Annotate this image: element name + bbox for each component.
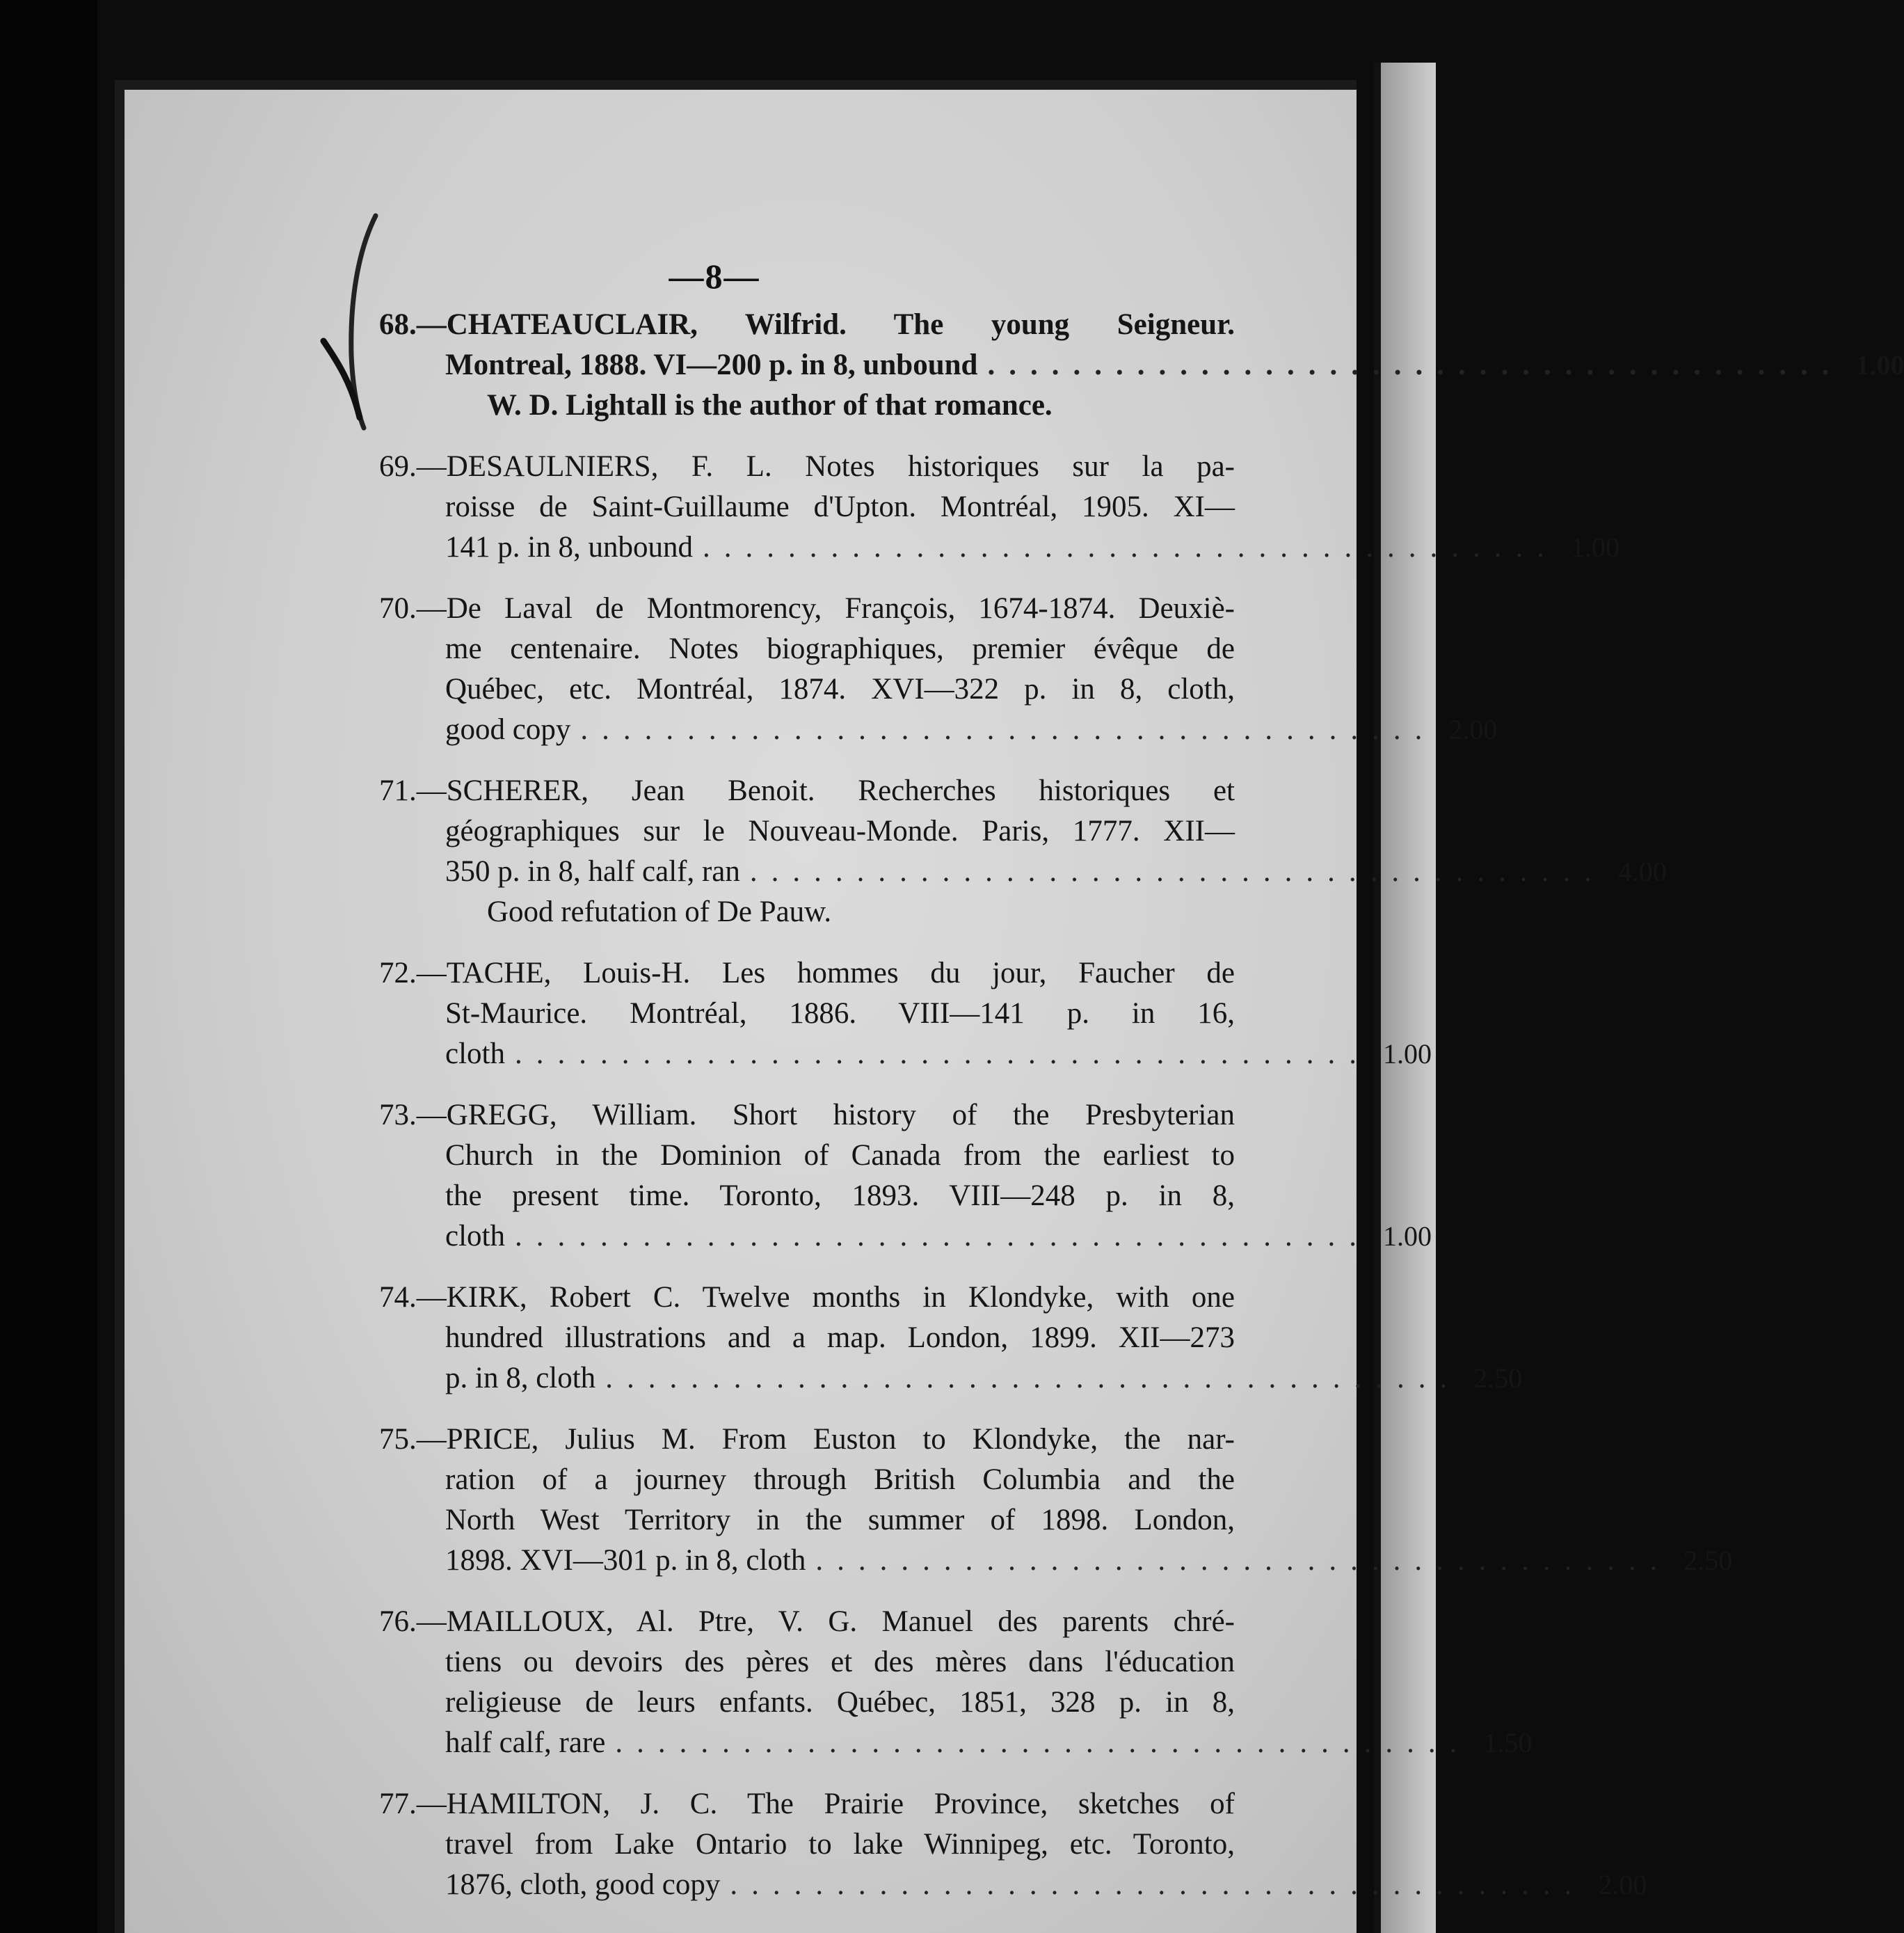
entry-text-line: ration of a journey through British Columbia and the bbox=[445, 1463, 1235, 1496]
entry-text-line: Québec, etc. Montréal, 1874. XVI—322 p. in 8, cloth, bbox=[445, 673, 1235, 706]
leader-dots: ........................................ bbox=[730, 1868, 1586, 1901]
catalogue-entries bbox=[379, 305, 1904, 1926]
entry-note: Good refutation of De Pauw. bbox=[487, 896, 832, 928]
page-number: —8— bbox=[669, 257, 760, 296]
entry-note: W. D. Lightall is the author of that romance. bbox=[487, 389, 1053, 422]
entry-price: 2.50 bbox=[1473, 1362, 1523, 1394]
catalogue-entry bbox=[379, 771, 1667, 932]
entry-price: 1.00 bbox=[1382, 1038, 1432, 1069]
entry-text-line: tiens ou devoirs des pères et des mères dans l'éducation bbox=[445, 1646, 1235, 1678]
entry-heading-line: 72.—TACHE, Louis-H. Les hommes du jour, Faucher de bbox=[379, 957, 1235, 989]
entry-heading-line: 77.—HAMILTON, J. C. The Prairie Province, sketches of bbox=[379, 1788, 1235, 1820]
catalogue-entry bbox=[379, 1278, 1523, 1399]
catalogue-entry bbox=[379, 953, 1432, 1074]
entry-price: 1.50 bbox=[1483, 1727, 1533, 1758]
entry-text-line: religieuse de leurs enfants. Québec, 1851, 328 p. in 8, bbox=[445, 1686, 1235, 1719]
entry-heading-line: 71.—SCHERER, Jean Benoit. Recherches historiques et bbox=[379, 774, 1235, 807]
entry-price: 2.00 bbox=[1598, 1869, 1647, 1900]
leader-dots: ........................................ bbox=[987, 349, 1843, 381]
entry-price-line bbox=[445, 852, 1667, 892]
entry-text-line: St-Maurice. Montréal, 1886. VIII—141 p. in 16, bbox=[445, 997, 1235, 1030]
entry-price-line bbox=[445, 1723, 1533, 1763]
entry-heading-line: 73.—GREGG, William. Short history of the Presbyterian bbox=[379, 1099, 1235, 1131]
entry-heading-line: 69.—DESAULNIERS, F. L. Notes historiques sur la pa- bbox=[379, 450, 1235, 483]
entry-final-text: 141 p. in 8, unbound bbox=[445, 531, 693, 564]
entry-final-text: 1898. XVI—301 p. in 8, cloth bbox=[445, 1544, 806, 1577]
entry-text-line: roisse de Saint-Guillaume d'Upton. Montréal, 1905. XI— bbox=[445, 491, 1235, 523]
entry-price-line bbox=[445, 1541, 1733, 1581]
leader-dots: ........................................ bbox=[580, 713, 1437, 746]
catalogue-entry bbox=[379, 1784, 1647, 1905]
entry-price-line bbox=[445, 1034, 1432, 1074]
entry-heading-line: 74.—KIRK, Robert C. Twelve months in Klondyke, with one bbox=[379, 1281, 1235, 1314]
entry-price-line bbox=[445, 1358, 1523, 1399]
entry-heading-line: 76.—MAILLOUX, Al. Ptre, V. G. Manuel des parents chré- bbox=[379, 1605, 1235, 1638]
entry-heading-line: 70.—De Laval de Montmorency, François, 1674-1874. Deuxiè- bbox=[379, 592, 1235, 625]
entry-final-text: p. in 8, cloth bbox=[445, 1362, 596, 1394]
entry-price: 2.50 bbox=[1683, 1545, 1733, 1576]
adjacent-page-edge bbox=[1374, 63, 1436, 1933]
leader-dots: ........................................ bbox=[615, 1726, 1471, 1759]
entry-price-line bbox=[445, 345, 1904, 385]
catalogue-entry bbox=[379, 1419, 1733, 1581]
leader-dots: ........................................ bbox=[514, 1037, 1370, 1070]
entry-heading-line: 68.—CHATEAUCLAIR, Wilfrid. The young Seigneur. bbox=[379, 308, 1235, 341]
entry-price-line bbox=[445, 710, 1498, 750]
entry-price: 4.00 bbox=[1617, 856, 1667, 887]
entry-final-text: half calf, rare bbox=[445, 1726, 606, 1759]
entry-text-line: hundred illustrations and a map. London, 1899. XII—273 bbox=[445, 1321, 1235, 1354]
entry-final-text: good copy bbox=[445, 713, 571, 746]
entry-price: 1.00 bbox=[1570, 532, 1619, 563]
catalogue-entry bbox=[379, 447, 1619, 568]
catalogue-entry bbox=[379, 1095, 1432, 1257]
entry-final-text: 1876, cloth, good copy bbox=[445, 1868, 721, 1901]
leader-dots: ........................................ bbox=[815, 1544, 1672, 1577]
entry-heading-line: 75.—PRICE, Julius M. From Euston to Klondyke, the nar- bbox=[379, 1423, 1235, 1456]
entry-price-line bbox=[445, 527, 1619, 568]
entry-price: 1.00 bbox=[1855, 349, 1904, 381]
entry-text-line: North West Territory in the summer of 1898. London, bbox=[445, 1504, 1235, 1536]
entry-final-text: Montreal, 1888. VI—200 p. in 8, unbound bbox=[445, 349, 978, 381]
entry-price: 2.00 bbox=[1448, 714, 1498, 745]
entry-text-line: travel from Lake Ontario to lake Winnipeg, etc. Toronto, bbox=[445, 1828, 1235, 1861]
leader-dots: ........................................ bbox=[702, 531, 1558, 564]
leader-dots: ........................................ bbox=[514, 1220, 1370, 1252]
entry-price-line bbox=[445, 1865, 1647, 1905]
entry-text-line: me centenaire. Notes biographiques, premier évêque de bbox=[445, 633, 1235, 665]
entry-text-line: géographiques sur le Nouveau-Monde. Paris, 1777. XII— bbox=[445, 815, 1235, 848]
catalogue-entry bbox=[379, 589, 1498, 750]
leader-dots: ........................................ bbox=[605, 1362, 1462, 1394]
entry-price: 1.00 bbox=[1382, 1220, 1432, 1252]
catalogue-entry bbox=[379, 1602, 1533, 1763]
leader-dots: ........................................ bbox=[749, 855, 1606, 888]
entry-price-line bbox=[445, 1216, 1432, 1257]
entry-text-line: Church in the Dominion of Canada from the earliest to bbox=[445, 1139, 1235, 1172]
entry-text-line: the present time. Toronto, 1893. VIII—248 p. in 8, bbox=[445, 1179, 1235, 1212]
entry-final-text: 350 p. in 8, half calf, ran bbox=[445, 855, 740, 888]
entry-final-text: cloth bbox=[445, 1220, 505, 1252]
catalogue-entry bbox=[379, 305, 1904, 426]
entry-final-text: cloth bbox=[445, 1037, 505, 1070]
